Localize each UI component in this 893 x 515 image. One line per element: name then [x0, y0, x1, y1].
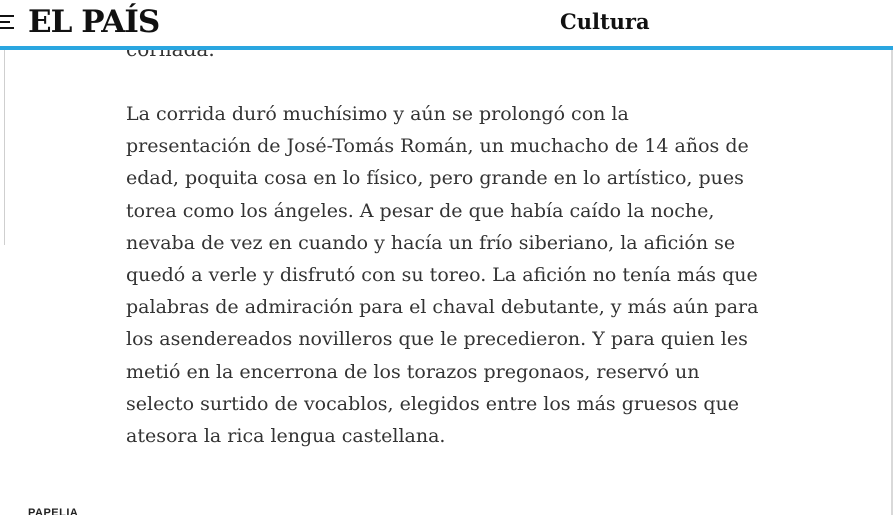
- paragraph-line: atesora la rica lengua castellana.: [126, 425, 446, 448]
- site-header: [0, 0, 893, 50]
- left-edge-line: [4, 50, 5, 245]
- paragraph-line: edad, poquita cosa en lo físico, pero grande en lo artístico, pues: [126, 167, 744, 190]
- paragraph-line: presentación de José-Tomás Román, un muchacho de 14 años de: [126, 135, 749, 158]
- article-paragraph: [126, 98, 786, 452]
- paragraph-line: quedó a verle y disfrutó con su toreo. La afición no tenía más que: [126, 264, 758, 287]
- paragraph-line: palabras de admiración para el chaval debutante, y más aún para: [126, 296, 759, 319]
- paragraph-line: los asendereados novilleros que le precedieron. Y para quien les: [126, 328, 748, 351]
- el-pais-logo[interactable]: EL PAÍS: [28, 4, 160, 40]
- paragraph-line: La corrida duró muchísimo y aún se prolongó con la: [126, 103, 629, 125]
- section-title[interactable]: Cultura: [560, 9, 650, 34]
- paragraph-line: metió en la encerrona de los torazos pregonaos, reservó un: [126, 360, 700, 383]
- paragraph-line: torea como los ángeles. A pesar de que había caído la noche,: [126, 199, 715, 222]
- paragraph-line: selecto surtido de vocablos, elegidos entre los más gruesos que: [126, 392, 740, 415]
- hamburger-menu-icon[interactable]: [0, 14, 14, 30]
- paragraph-line: nevaba de vez en cuando y hacía un frío siberiano, la afición se: [126, 231, 736, 254]
- footer-section-label: PAPELIA: [28, 507, 79, 515]
